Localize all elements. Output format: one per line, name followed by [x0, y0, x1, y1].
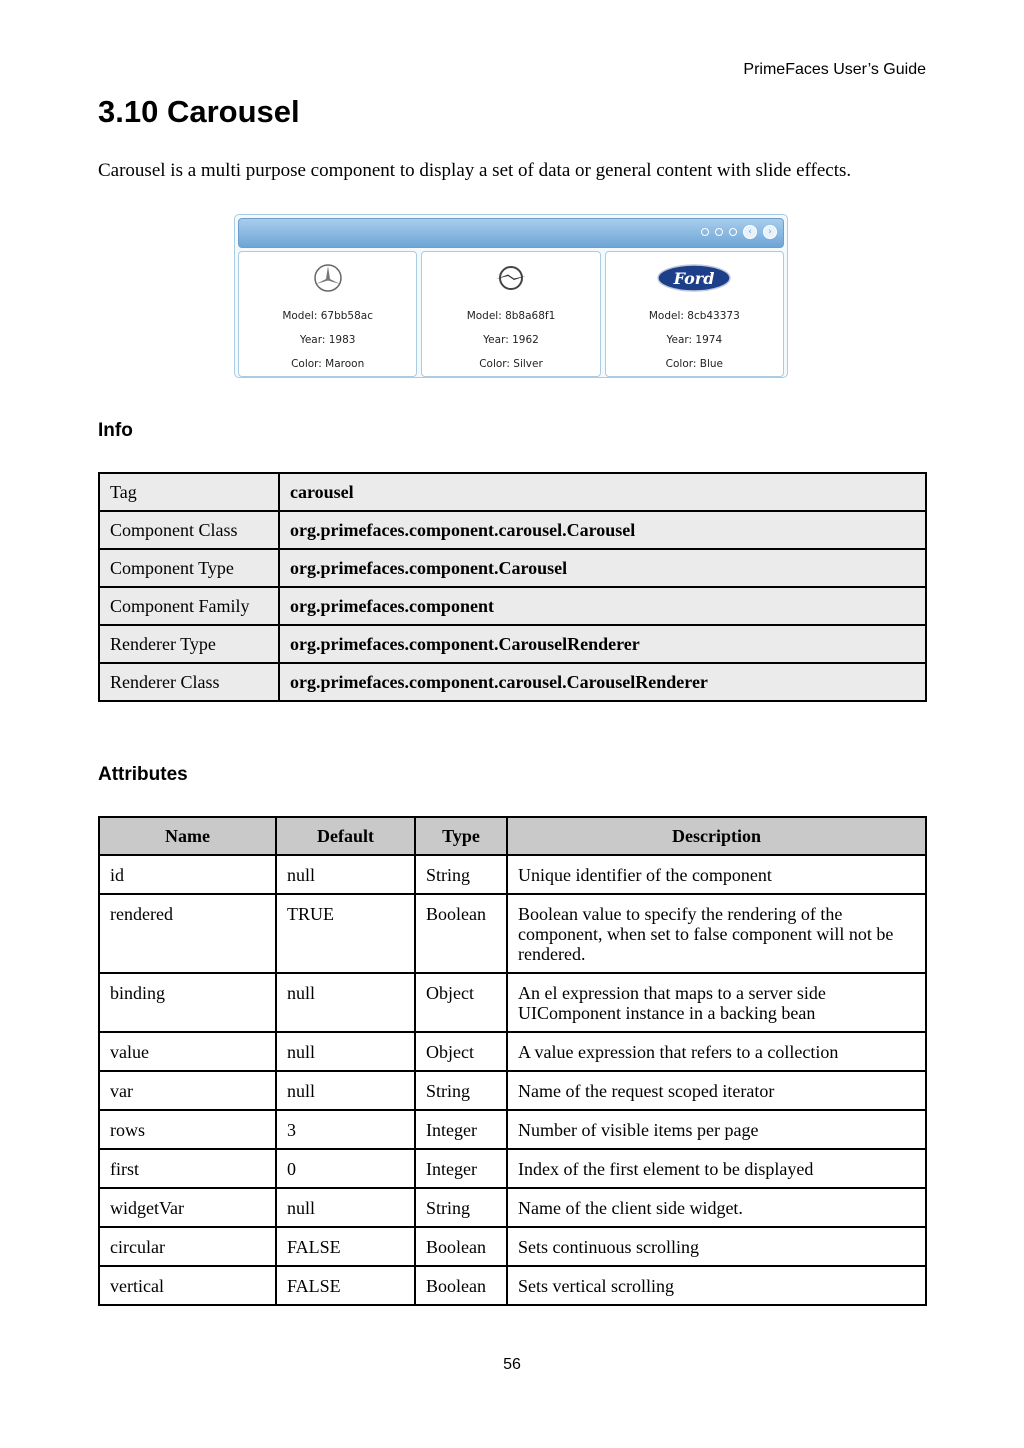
attr-name: circular [99, 1227, 276, 1266]
info-value: org.primefaces.component.CarouselRenderer [279, 625, 926, 663]
column-header: Default [276, 817, 415, 855]
attr-default: FALSE [276, 1227, 415, 1266]
info-heading: Info [98, 420, 133, 441]
carousel-items [238, 251, 784, 377]
attr-type: String [415, 1071, 507, 1110]
attr-name: rendered [99, 894, 276, 973]
attr-description: An el expression that maps to a server side UIComponent instance in a backing bean [507, 973, 926, 1032]
attr-description: Name of the client side widget. [507, 1188, 926, 1227]
attr-default: null [276, 855, 415, 894]
info-value: org.primefaces.component.carousel.CarouselRenderer [279, 663, 926, 701]
info-value: org.primefaces.component [279, 587, 926, 625]
attr-default: null [276, 973, 415, 1032]
table-row [99, 663, 926, 701]
table-row [99, 1266, 926, 1305]
table-row [99, 1032, 926, 1071]
page-number: 56 [503, 1356, 521, 1373]
section-title: 3.10 Carousel [98, 94, 300, 129]
table-row [99, 549, 926, 587]
table-row [99, 973, 926, 1032]
attr-name: rows [99, 1110, 276, 1149]
page-dot-icon[interactable] [715, 228, 723, 236]
attr-description: Sets vertical scrolling [507, 1266, 926, 1305]
attr-type: Integer [415, 1110, 507, 1149]
attr-default: 0 [276, 1149, 415, 1188]
attr-description: Boolean value to specify the rendering of the component, when set to false component will not be rendered. [507, 894, 926, 973]
car-model: Model: 8b8a68f1 [466, 310, 556, 322]
car-year: Year: 1974 [666, 334, 723, 346]
table-row [99, 625, 926, 663]
table-row [99, 1227, 926, 1266]
carousel-nav [701, 225, 777, 239]
info-label: Renderer Class [99, 663, 279, 701]
attr-description: Index of the first element to be displayed [507, 1149, 926, 1188]
attr-default: null [276, 1032, 415, 1071]
carousel-item [605, 251, 784, 377]
car-color: Color: Maroon [291, 358, 365, 370]
attr-name: widgetVar [99, 1188, 276, 1227]
info-value: org.primefaces.component.Carousel [279, 549, 926, 587]
carousel-figure [234, 214, 788, 378]
attr-type: Boolean [415, 1227, 507, 1266]
page-dot-icon[interactable] [729, 228, 737, 236]
attr-type: Boolean [415, 894, 507, 973]
attr-description: Unique identifier of the component [507, 855, 926, 894]
info-value: carousel [279, 473, 926, 511]
attr-default: FALSE [276, 1266, 415, 1305]
table-row [99, 894, 926, 973]
table-row [99, 1071, 926, 1110]
attr-description: A value expression that refers to a collection [507, 1032, 926, 1071]
table-row [99, 855, 926, 894]
attr-default: null [276, 1188, 415, 1227]
next-arrow-icon[interactable]: › [763, 225, 777, 239]
table-header-row [99, 817, 926, 855]
table-row [99, 587, 926, 625]
column-header: Description [507, 817, 926, 855]
running-header: PrimeFaces User’s Guide [743, 61, 926, 78]
attr-type: Boolean [415, 1266, 507, 1305]
attr-name: vertical [99, 1266, 276, 1305]
attr-default: null [276, 1071, 415, 1110]
attr-type: Object [415, 973, 507, 1032]
table-row [99, 1149, 926, 1188]
ford-logo-text: Ford [673, 269, 715, 288]
column-header: Type [415, 817, 507, 855]
table-row [99, 1110, 926, 1149]
carousel-item [421, 251, 600, 377]
attr-description: Name of the request scoped iterator [507, 1071, 926, 1110]
car-year: Year: 1962 [483, 334, 539, 346]
car-model: Model: 8cb43373 [648, 310, 740, 322]
car-color: Color: Silver [479, 358, 543, 370]
info-label: Component Type [99, 549, 279, 587]
info-label: Renderer Type [99, 625, 279, 663]
table-row [99, 473, 926, 511]
attributes-heading: Attributes [98, 764, 188, 785]
info-label: Component Family [99, 587, 279, 625]
page-dot-icon[interactable] [701, 228, 709, 236]
info-value: org.primefaces.component.carousel.Carousel [279, 511, 926, 549]
info-label: Tag [99, 473, 279, 511]
attr-description: Sets continuous scrolling [507, 1227, 926, 1266]
table-row [99, 1188, 926, 1227]
intro-paragraph: Carousel is a multi purpose component to display a set of data or general content with slide effects. [98, 160, 852, 181]
prev-arrow-icon[interactable]: ‹ [743, 225, 757, 239]
attr-name: value [99, 1032, 276, 1071]
attr-default: TRUE [276, 894, 415, 973]
attr-type: Object [415, 1032, 507, 1071]
carousel-item [238, 251, 417, 377]
opel-logo-icon [422, 256, 599, 300]
attr-type: String [415, 855, 507, 894]
car-color: Color: Blue [665, 358, 723, 370]
attr-name: var [99, 1071, 276, 1110]
carousel-header [238, 218, 784, 248]
table-row [99, 511, 926, 549]
car-model: Model: 67bb58ac [282, 310, 373, 322]
info-table [98, 472, 927, 702]
attr-name: id [99, 855, 276, 894]
attr-description: Number of visible items per page [507, 1110, 926, 1149]
attr-default: 3 [276, 1110, 415, 1149]
info-label: Component Class [99, 511, 279, 549]
car-year: Year: 1983 [299, 334, 356, 346]
column-header: Name [99, 817, 276, 855]
ford-logo-icon [606, 256, 783, 300]
mercedes-logo-icon [239, 256, 416, 300]
attributes-table [98, 816, 927, 1306]
attr-name: first [99, 1149, 276, 1188]
attr-name: binding [99, 973, 276, 1032]
attr-type: String [415, 1188, 507, 1227]
attr-type: Integer [415, 1149, 507, 1188]
